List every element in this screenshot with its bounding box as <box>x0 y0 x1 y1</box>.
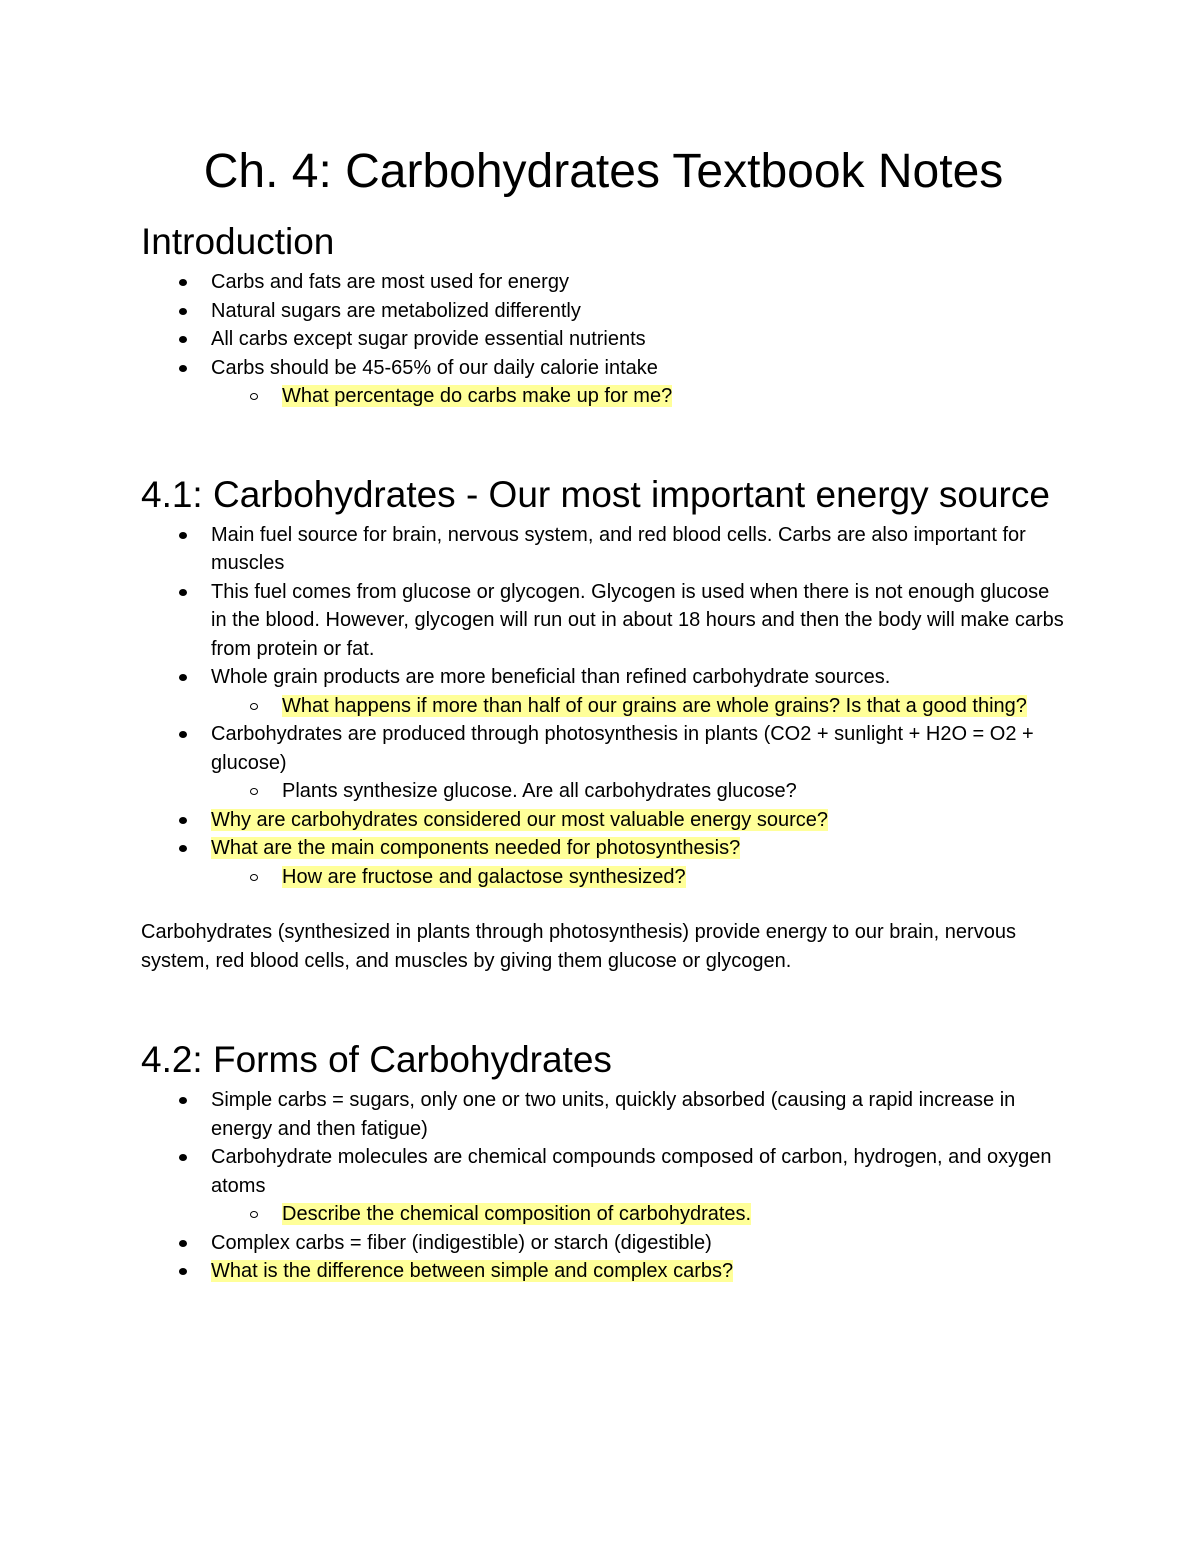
section-4-2 <box>141 1037 1066 1286</box>
list-item-text: Simple carbs = sugars, only one or two units, quickly absorbed (causing a rapid increase in energy and then fatigue) <box>211 1089 1016 1140</box>
list-item-text: Carbs and fats are most used for energy <box>211 271 569 293</box>
list-item-text: This fuel comes from glucose or glycogen. Glycogen is used when there is not enough glucose in the blood. However, glycogen will run out in about 18 hours and then the body will make carbs from protein or fat. <box>211 580 1064 660</box>
section-heading: Introduction <box>141 221 335 262</box>
highlighted-question: What percentage do carbs make up for me? <box>282 385 673 407</box>
list-item <box>141 297 1066 326</box>
list-item <box>141 354 1066 383</box>
list-item <box>141 806 1066 835</box>
list-item <box>141 521 1066 578</box>
highlighted-question: How are fructose and galactose synthesized? <box>282 865 686 888</box>
section-introduction <box>141 219 1066 411</box>
sub-list-item <box>141 863 1066 892</box>
list-item-text: Carbohydrate molecules are chemical compounds composed of carbon, hydrogen, and oxygen atoms <box>211 1146 1052 1197</box>
section-heading: 4.2: Forms of Carbohydrates <box>141 1039 612 1080</box>
document-page <box>141 140 1066 1286</box>
list-item-text: Plants synthesize glucose. Are all carbohydrates glucose? <box>282 780 797 802</box>
summary-paragraph: Carbohydrates (synthesized in plants through photosynthesis) provide energy to our brain, nervous system, red blood cells, and muscles by giving them glucose or glycogen. <box>141 921 1016 972</box>
highlighted-question: What happens if more than half of our grains are whole grains? Is that a good thing? <box>282 694 1027 717</box>
sub-list-item <box>141 777 1066 806</box>
sub-list-item <box>141 382 1066 411</box>
sub-list-item <box>141 1200 1066 1229</box>
list-item-text: Carbs should be 45-65% of our daily calorie intake <box>211 356 658 379</box>
highlighted-question: What are the main components needed for photosynthesis? <box>211 837 741 859</box>
highlighted-question: Describe the chemical composition of carbohydrates. <box>282 1203 752 1225</box>
list-item <box>141 834 1066 863</box>
section-heading: 4.1: Carbohydrates - Our most important energy source <box>141 473 1050 515</box>
list-item <box>141 1086 1066 1143</box>
list-item <box>141 720 1066 777</box>
list-item-text: Carbohydrates are produced through photosynthesis in plants (CO2 + sunlight + H2O = O2 + glucose) <box>211 723 1034 774</box>
list-item <box>141 1143 1066 1200</box>
section-4-1 <box>141 472 1066 976</box>
bullet-list <box>141 268 1066 411</box>
list-item-text: Whole grain products are more beneficial than refined carbohydrate sources. <box>211 666 891 688</box>
list-item <box>141 1257 1066 1286</box>
list-item <box>141 1229 1066 1258</box>
highlighted-question: What is the difference between simple and complex carbs? <box>211 1260 734 1282</box>
list-item-text: Natural sugars are metabolized differently <box>211 299 581 322</box>
list-item-text: Complex carbs = fiber (indigestible) or starch (digestible) <box>211 1231 712 1254</box>
list-item <box>141 663 1066 692</box>
page-title: Ch. 4: Carbohydrates Textbook Notes <box>203 145 1004 198</box>
highlighted-question: Why are carbohydrates considered our most valuable energy source? <box>211 808 828 831</box>
list-item <box>141 268 1066 297</box>
list-item-text: Main fuel source for brain, nervous system, and red blood cells. Carbs are also important for muscles <box>211 523 1026 574</box>
bullet-list <box>141 1086 1066 1286</box>
list-item <box>141 325 1066 354</box>
sub-list-item <box>141 692 1066 721</box>
list-item-text: All carbs except sugar provide essential nutrients <box>211 328 646 350</box>
bullet-list <box>141 521 1066 892</box>
list-item <box>141 578 1066 664</box>
